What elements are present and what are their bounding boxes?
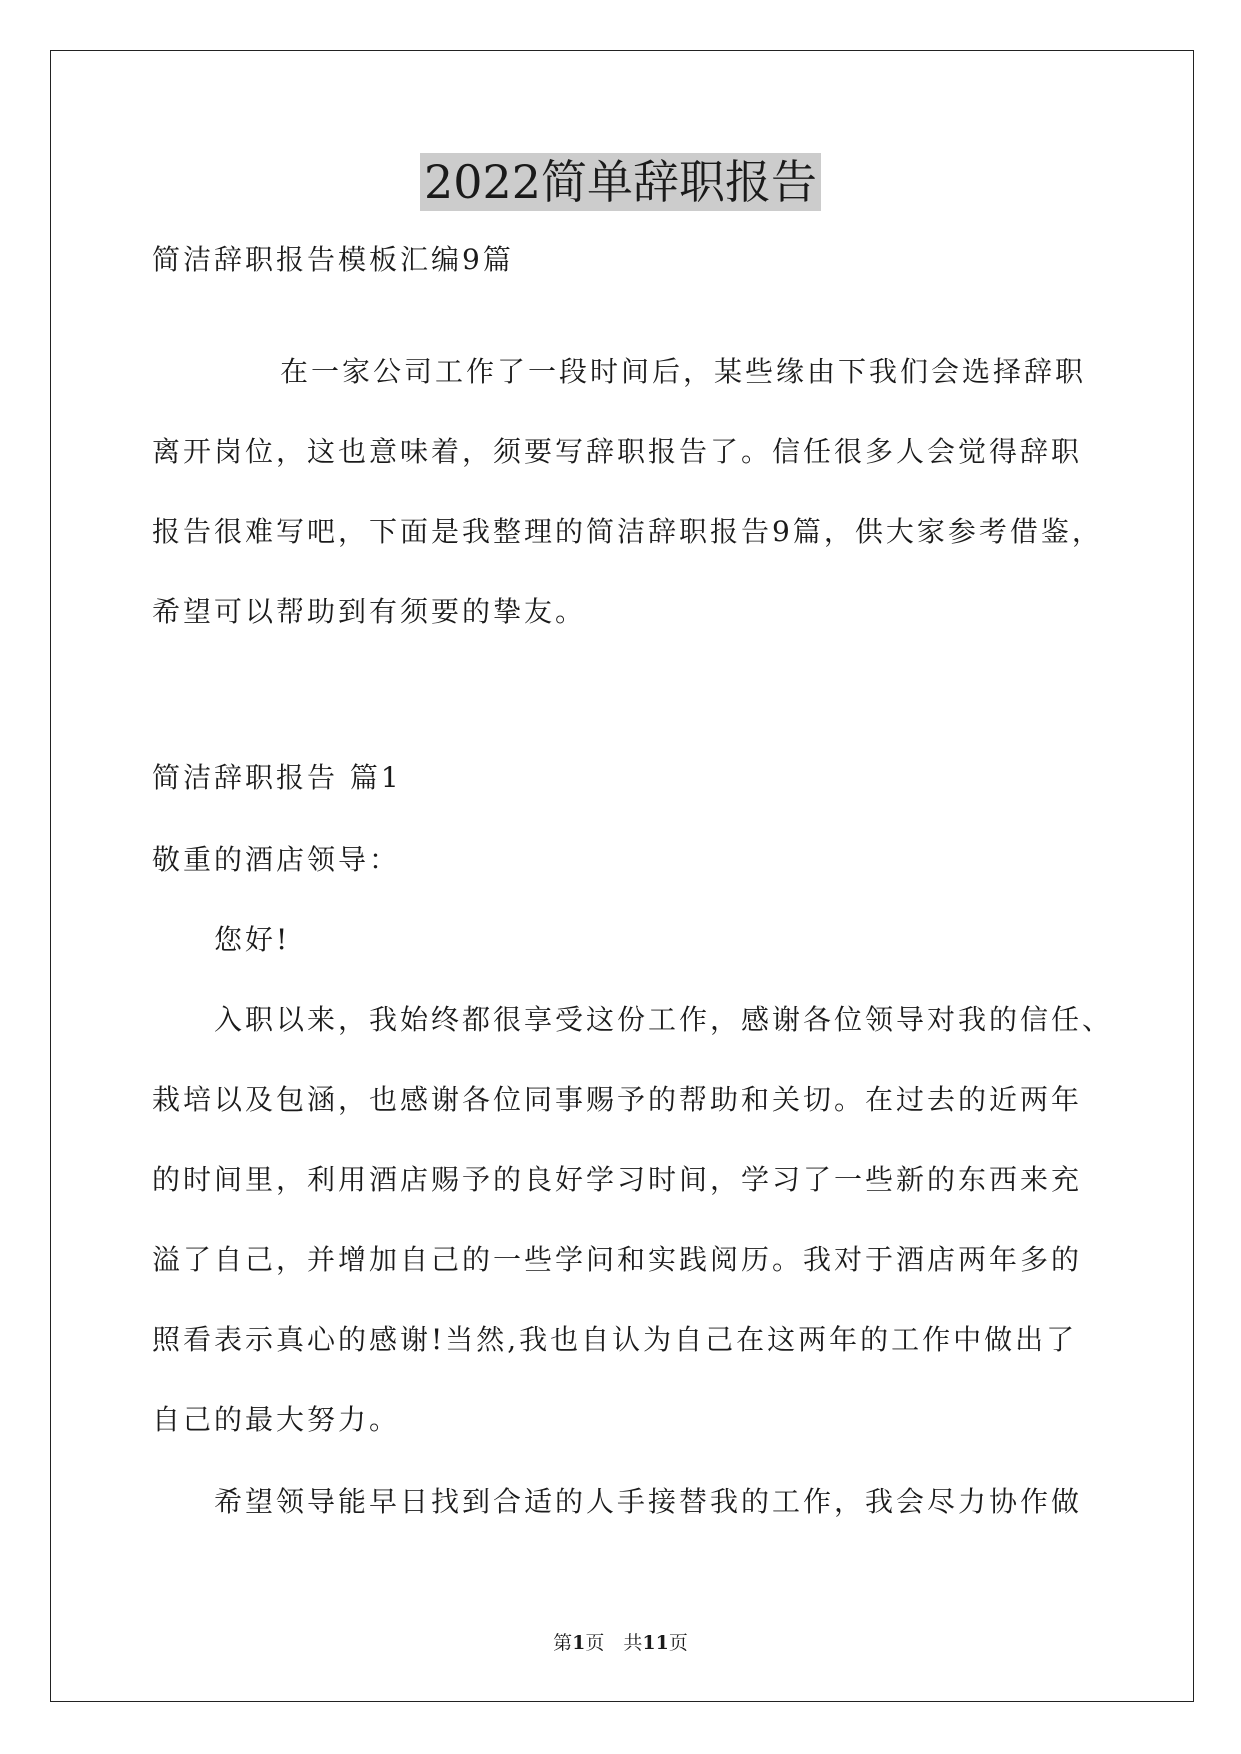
footer-suffix: 页: [668, 1632, 688, 1654]
document-subtitle: 简洁辞职报告模板汇编9篇: [152, 243, 514, 276]
body-line: 照看表示真心的感谢!当然,我也自认为自己在这两年的工作中做出了: [152, 1323, 1078, 1356]
intro-line: 离开岗位，这也意味着，须要写辞职报告了。信任很多人会觉得辞职: [152, 435, 1083, 468]
body-line: 的时间里，利用酒店赐予的良好学习时间，学习了一些新的东西来充: [152, 1163, 1083, 1196]
total-page-count: 11: [642, 1632, 669, 1654]
body-line: 栽培以及包涵，也感谢各位同事赐予的帮助和关切。在过去的近两年: [152, 1083, 1083, 1116]
intro-line: 希望可以帮助到有须要的挚友。: [152, 595, 587, 628]
body-line: 希望领导能早日找到合适的人手接替我的工作，我会尽力协作做: [214, 1485, 1083, 1518]
body-line: 自己的最大努力。: [152, 1403, 401, 1436]
greeting: 您好!: [214, 923, 291, 956]
document-title: 2022简单辞职报告: [0, 152, 1241, 212]
body-line: 入职以来，我始终都很享受这份工作，感谢各位领导对我的信任、: [214, 1003, 1114, 1036]
intro-line: 在一家公司工作了一段时间后，某些缘由下我们会选择辞职: [280, 355, 1087, 388]
body-line: 溢了自己，并增加自己的一些学问和实践阅历。我对于酒店两年多的: [152, 1243, 1083, 1276]
footer-middle: 页 共: [585, 1632, 643, 1654]
current-page-number: 1: [572, 1632, 586, 1654]
page-footer: [0, 1630, 1241, 1656]
intro-line: 报告很难写吧，下面是我整理的简洁辞职报告9篇，供大家参考借鉴，: [152, 515, 1103, 548]
footer-prefix: 第: [553, 1632, 573, 1654]
salutation: 敬重的酒店领导：: [152, 843, 401, 876]
section-heading: 简洁辞职报告 篇1: [152, 761, 402, 794]
